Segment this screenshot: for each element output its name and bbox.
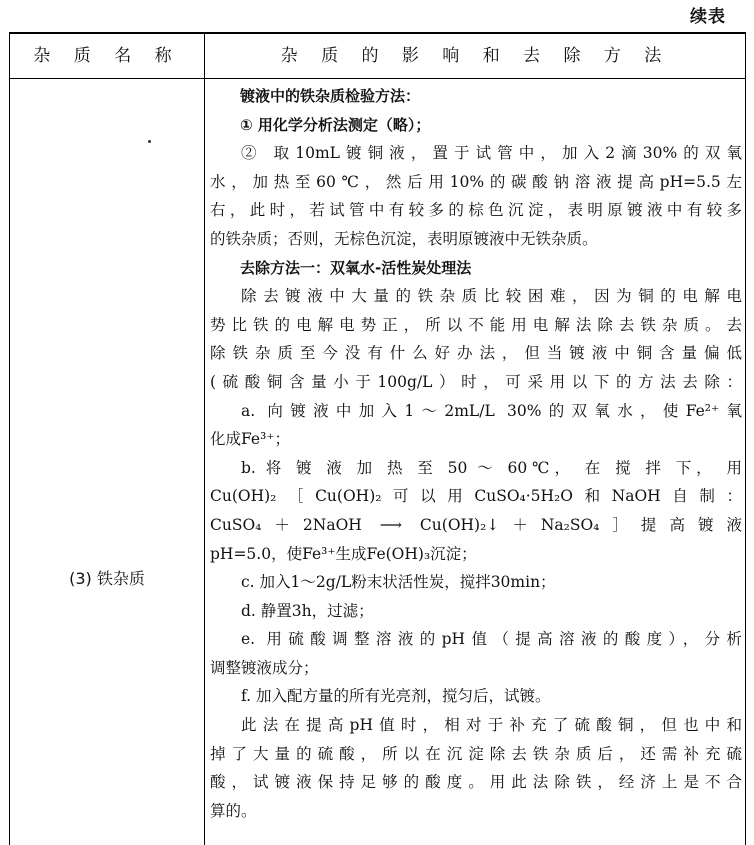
row-label-iron-impurity: (3) 铁杂质 [69,569,145,588]
column-divider [204,34,205,845]
text-line: b. 将 镀 液 加 热 至 50 ～ 60℃， 在 搅 拌 下， 用 [241,458,742,477]
text-line: 水，加热至60℃，然后用10%的碳酸钠溶液提高pH=5.5左 [210,172,742,191]
continued-label: 续表 [690,7,726,27]
text-line: e. 用硫酸调整溶液的pH值（提高溶液的酸度），分析 [241,630,742,649]
text-line: 此法在提高pH值时，相对于补充了硫酸铜，但也中和 [241,716,742,735]
text-line: (硫酸铜含量小于100g/L）时，可采用以下的方法去除： [210,372,742,391]
text-line: 酸，试镀液保持足够的酸度。用此法除铁，经济上是不合 [210,773,742,792]
text-line: 算的。 [210,801,257,820]
impurity-table [9,32,746,845]
text-line: 右，此时，若试管中有较多的棕色沉淀，表明原镀液中有较多 [210,201,742,220]
header-effect-and-removal: 杂 质 的 影 响 和 去 除 方 法 [280,46,671,66]
text-line: pH=5.0，使Fe³⁺生成Fe(OH)₃沉淀； [210,544,477,563]
text-line: 掉了大量的硫酸，所以在沉淀除去铁杂质后，还需补充硫 [210,744,742,763]
removal-method-text [210,82,742,825]
text-line: 镀液中的铁杂质检验方法： [240,87,421,105]
text-line: 的铁杂质；否则，无棕色沉淀，表明原镀液中无铁杂质。 [210,229,598,248]
text-line: f. 加入配方量的所有光亮剂，搅匀后，试镀。 [241,687,551,706]
table-header [10,34,745,79]
text-line: 势比铁的电解电势正，所以不能用电解法除去铁杂质。去 [210,315,742,334]
text-line: 调整镀液成分； [210,658,319,677]
text-line: 除铁杂质至今没有什么好办法，但当镀液中铜含量偏低 [210,344,742,363]
text-line: CuSO₄＋2NaOH ⟶ Cu(OH)₂↓＋Na₂SO₄］提高镀液 [210,515,742,534]
text-line: a. 向镀液中加入1～2mL/L 30%的双氧水，使Fe²⁺氧 [241,401,742,420]
text-line: c. 加入1～2g/L粉末状活性炭，搅拌30min； [241,573,556,592]
text-line: ① 用化学分析法测定（略）； [240,115,431,134]
text-line: ② 取10mL镀铜液，置于试管中，加入2滴30%的双氧 [241,144,742,163]
text-line: d. 静置3h，过滤； [241,601,374,620]
text-line: Cu(OH)₂［Cu(OH)₂可以用CuSO₄·5H₂O和NaOH自制： [210,487,742,506]
speck-mark [148,140,151,143]
text-line: 化成Fe³⁺； [210,430,290,449]
text-line: 除去镀液中大量的铁杂质比较困难，因为铜的电解电 [241,287,742,306]
text-line: 去除方法一：双氧水-活性炭处理法 [240,258,472,277]
header-impurity-name: 杂 质 名 称 [33,46,181,66]
